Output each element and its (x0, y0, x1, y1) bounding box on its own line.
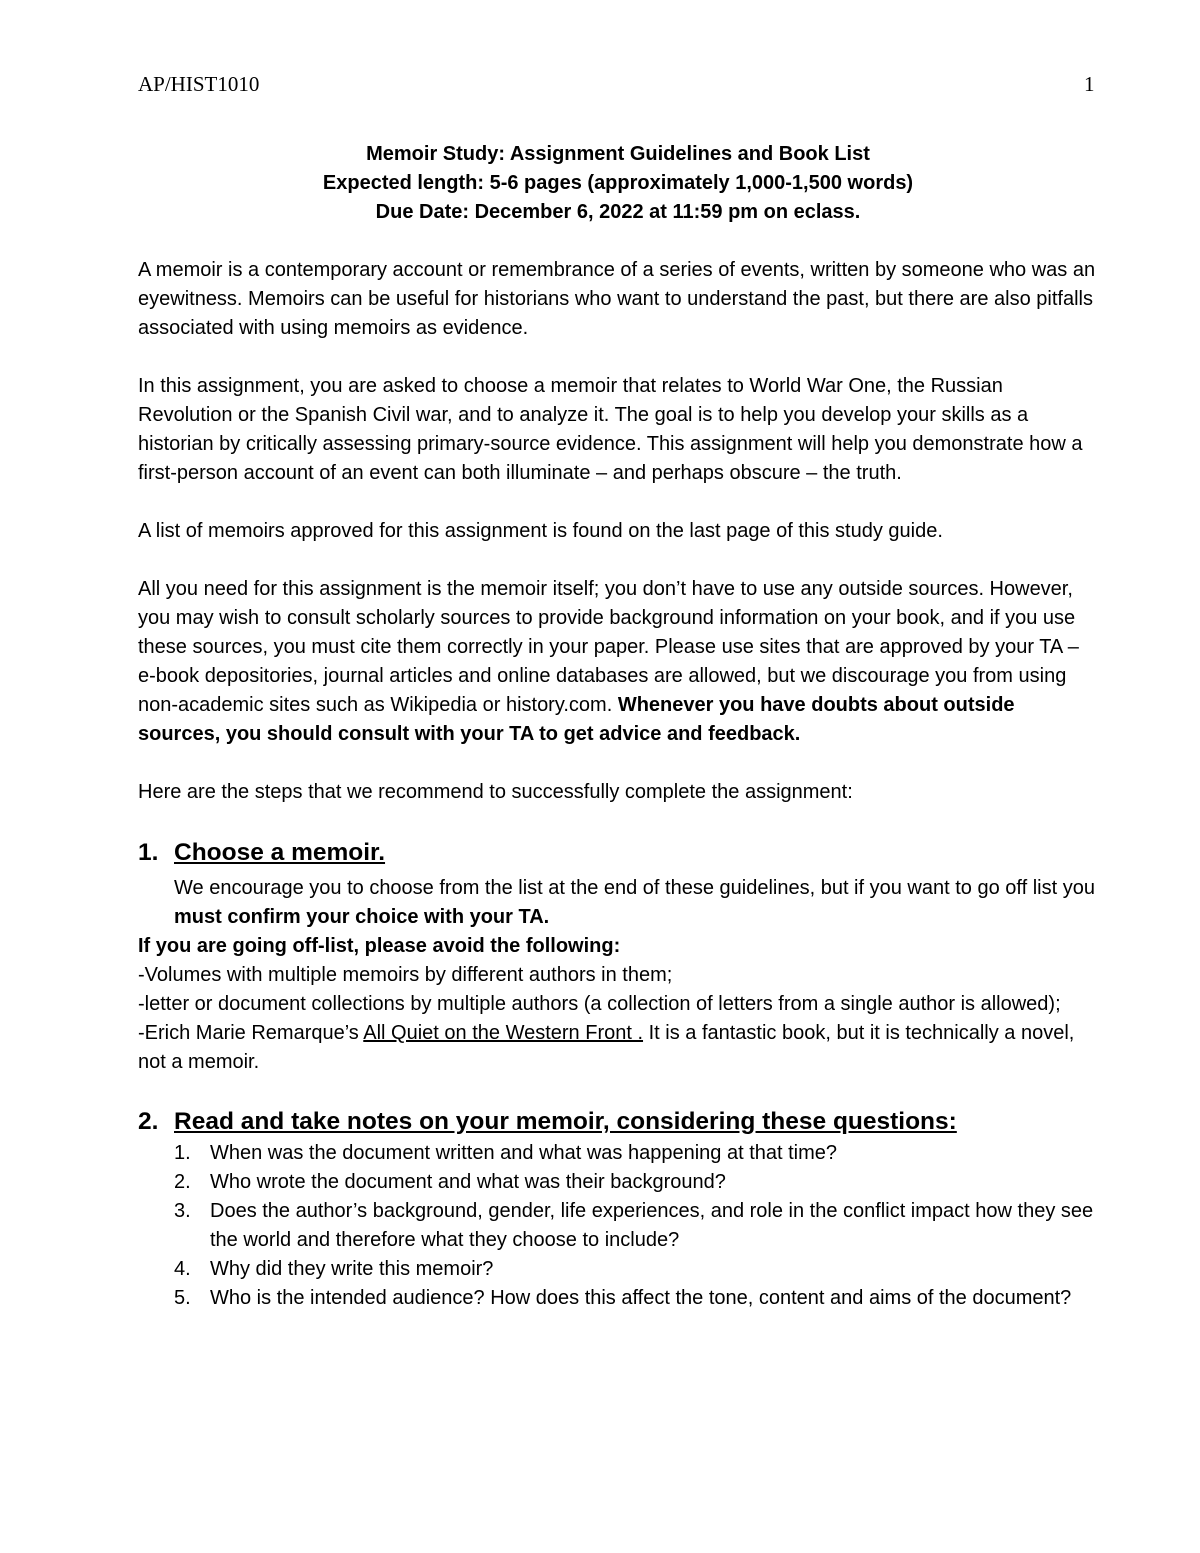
section-2-title: Read and take notes on your memoir, considering these questions: (174, 1108, 957, 1135)
section-1-number: 1. (138, 839, 159, 866)
due-date: Due Date: December 6, 2022 at 11:59 pm on eclass. (375, 201, 861, 223)
page-number: 1 (1084, 72, 1095, 96)
expected-length: Expected length: 5-6 pages (approximately 1,000-1,500 words) (322, 172, 914, 194)
section-2-number: 2. (138, 1108, 159, 1135)
section-1-intro-bold: must confirm your choice with your TA. (174, 906, 550, 928)
paragraph-assignment-goal: In this assignment, you are asked to choose a memoir that relates to World War One, the Russian Revolution or the Spanish Civil war, and to analyze it. The goal is to help you develop your skills as a historian by critically assessing primary-source evidence. This assignment will help you demonstrate how a first-person account of an event can both illuminate – and perhaps obscure – the truth. (138, 375, 1083, 484)
outside-sources-bold: Whenever you have doubts about outside sources, you should consult with your TA to get advice and feedback. (138, 694, 1015, 745)
question-number: 4. (174, 1258, 191, 1280)
question-text: Why did they write this memoir? (210, 1258, 494, 1280)
course-code: AP/HIST1010 (138, 72, 260, 96)
avoid-item-3-pre: -Erich Marie Remarque’s (138, 1022, 364, 1044)
question-number: 2. (174, 1171, 191, 1193)
section-1-content (138, 874, 1098, 1077)
question-text: Does the author’s background, gender, life experiences, and role in the conflict impact how they see the world and therefore what they choose to include? (210, 1200, 1094, 1251)
section-1-intro (138, 874, 1098, 932)
avoid-item-1: -Volumes with multiple memoirs by different authors in them; (138, 964, 673, 986)
question-number: 5. (174, 1287, 191, 1309)
section-1-heading (138, 836, 1098, 870)
avoid-item-3-post: It is a fantastic book, but it is technically a novel, not a memoir. (138, 1022, 1075, 1073)
question-text: When was the document written and what was happening at that time? (210, 1142, 838, 1164)
questions-list (138, 1139, 1098, 1313)
outside-sources-text: All you need for this assignment is the memoir itself; you don’t have to use any outside sources. However, you may wish to consult scholarly sources to provide background information on your book, and if you use these sources, you must cite them correctly in your paper. Please use sites that are approved by your TA – e-book depositories, journal articles and online databases are allowed, but we discourage you from using non-academic sites such as Wikipedia or history.com. (138, 578, 1079, 716)
book-title-all-quiet: All Quiet on the Western Front . (363, 1022, 644, 1044)
document-body (138, 140, 1098, 1313)
question-number: 1. (174, 1142, 191, 1164)
question-text: Who is the intended audience? How does this affect the tone, content and aims of the document? (210, 1287, 1072, 1309)
document-title: Memoir Study: Assignment Guidelines and Book List (366, 143, 870, 165)
section-2-heading (138, 1105, 1098, 1139)
question-number: 3. (174, 1200, 191, 1222)
document-title-block (138, 140, 1098, 227)
section-1-intro-text: We encourage you to choose from the list at the end of these guidelines, but if you want to go off list you (174, 877, 1095, 899)
paragraph-memoir-definition: A memoir is a contemporary account or remembrance of a series of events, written by someone who was an eyewitness. Memoirs can be useful for historians who want to understand the past, but there are also pitfalls associated with using memoirs as evidence. (138, 259, 1096, 339)
list-item (138, 1168, 1098, 1197)
paragraph-approved-list: A list of memoirs approved for this assignment is found on the last page of this study guide. (138, 520, 943, 542)
section-1-title: Choose a memoir. (174, 839, 386, 866)
paragraph-steps-intro: Here are the steps that we recommend to successfully complete the assignment: (138, 781, 853, 803)
question-text: Who wrote the document and what was their background? (210, 1171, 726, 1193)
paragraph-outside-sources (138, 575, 1098, 749)
avoid-heading-text: If you are going off-list, please avoid the following: (138, 935, 621, 957)
avoid-heading (138, 932, 1098, 961)
list-item (138, 1197, 1098, 1255)
avoid-item-2: -letter or document collections by multiple authors (a collection of letters from a single author is allowed); (138, 993, 1061, 1015)
avoid-item-3 (138, 1019, 1098, 1077)
list-item (138, 1139, 1098, 1168)
list-item (138, 1255, 1098, 1284)
list-item (138, 1284, 1098, 1313)
